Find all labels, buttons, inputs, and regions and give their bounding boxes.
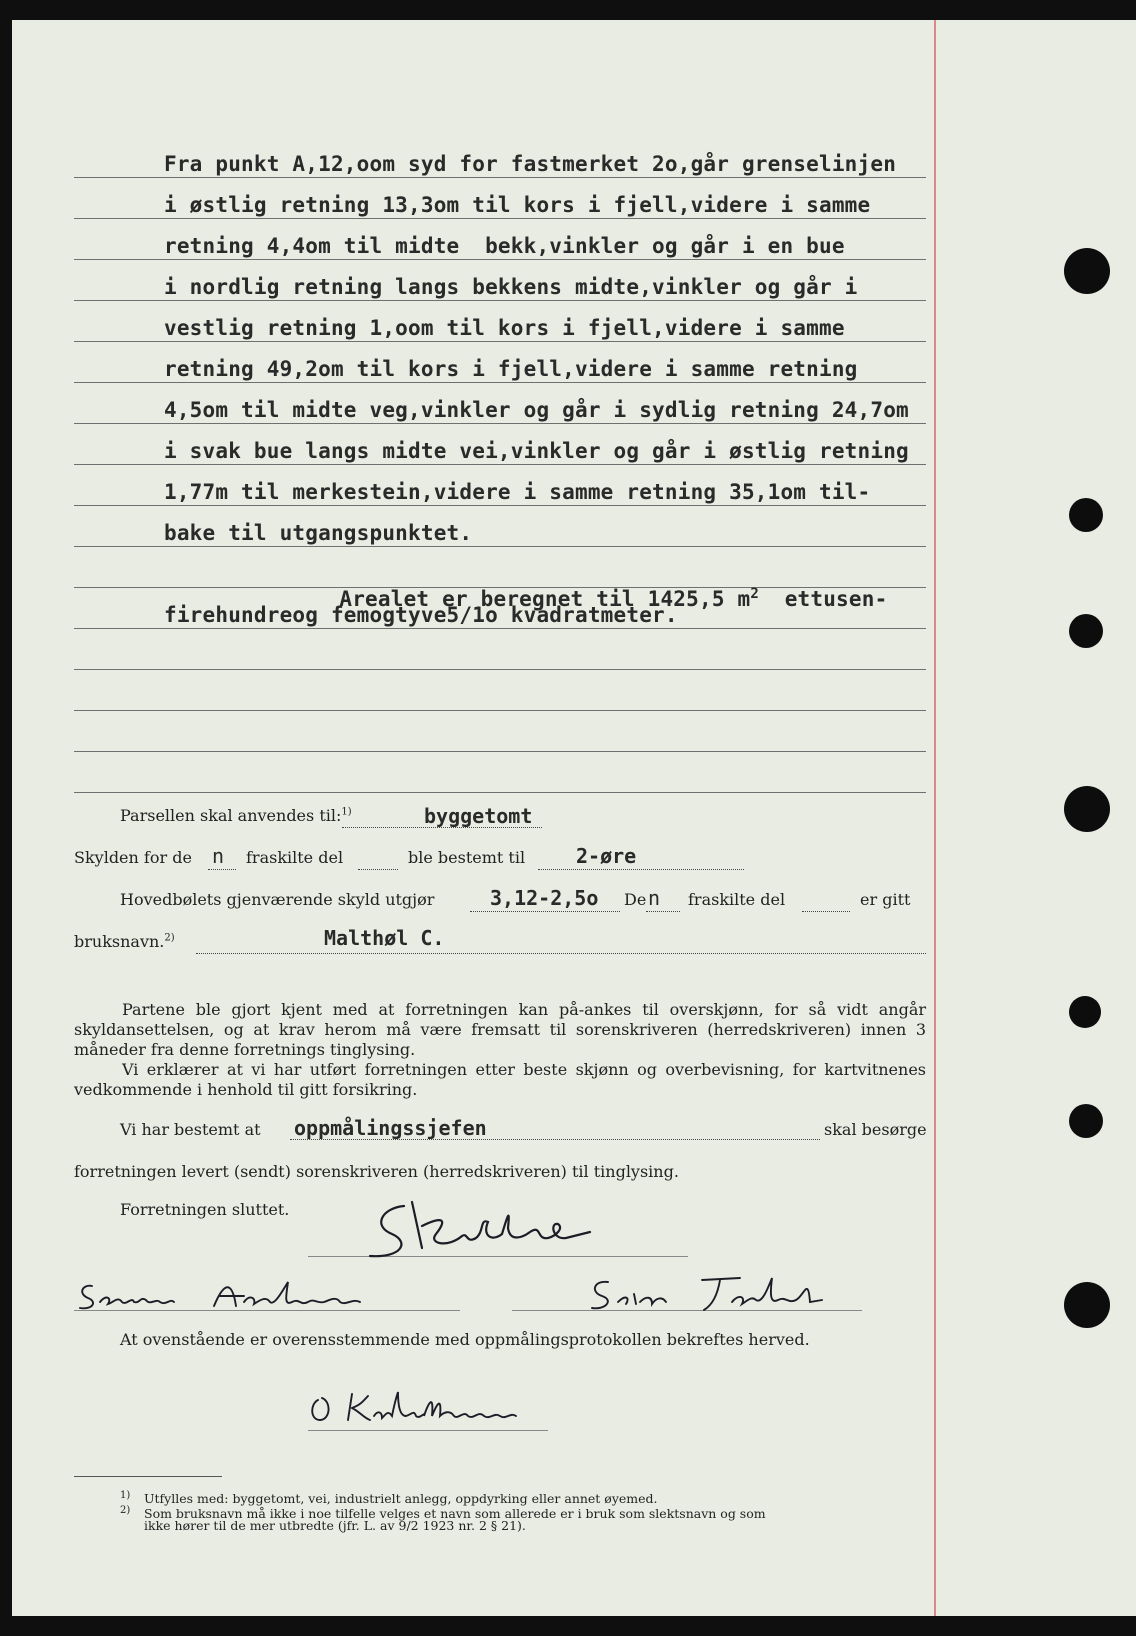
dotted-line — [208, 868, 236, 870]
typed-line: Fra punkt A,12,oom syd for fastmerket 2o,går grenselinjen — [164, 152, 897, 176]
bekreftes-text: At ovenstående er overensstemmende med oppmålingsprotokollen bekreftes herved. — [120, 1330, 810, 1349]
signature-fordal — [582, 1270, 842, 1318]
signature-line — [308, 1430, 548, 1431]
hoved-label: Hovedbølets gjenværende skyld utgjør — [120, 890, 435, 909]
bestemt-value: oppmålingssjefen — [294, 1116, 487, 1140]
dotted-line — [358, 868, 398, 870]
rule-line — [74, 341, 926, 342]
signature-andersen — [74, 1272, 394, 1316]
bruksnavn-label — [74, 932, 175, 951]
area-text-end: ettusen- — [784, 587, 888, 611]
levert-text: forretningen levert (sendt) sorenskriveren (herredskriveren) til tinglysing. — [74, 1162, 679, 1181]
rule-line — [74, 751, 926, 752]
bruksnavn-label-text: bruksnavn. — [74, 932, 165, 951]
footnote-mark: 1) — [120, 1490, 131, 1501]
footnote-ref: 2) — [164, 932, 175, 944]
area-unit-sup: 2 — [750, 586, 759, 602]
binder-hole — [1069, 1104, 1103, 1138]
skyld-label-b: fraskilte del — [246, 848, 344, 867]
binder-hole — [1069, 996, 1101, 1028]
erklaerer-text: Vi erklærer at vi har utført forretningen etter beste skjønn og overbevisning, for kartvitnenes vedkommende i henhold til gitt forsikring. — [74, 1060, 926, 1099]
hoved-de: De — [624, 890, 647, 909]
footnote-text: ikke hører til de mer utbredte (jfr. L. av 9/2 1923 nr. 2 § 21). — [144, 1518, 526, 1533]
parsell-value: byggetomt — [424, 804, 533, 828]
rule-line — [74, 546, 926, 547]
dotted-line — [470, 910, 620, 912]
binder-hole — [1069, 614, 1103, 648]
rule-line — [74, 177, 926, 178]
footnote-3 — [120, 1518, 526, 1533]
typed-line: bake til utgangspunktet. — [164, 521, 473, 545]
typed-line: vestlig retning 1,oom til kors i fjell,videre i samme — [164, 316, 845, 340]
dotted-line — [538, 868, 744, 870]
rule-line — [74, 792, 926, 793]
sluttet-text: Forretningen sluttet. — [120, 1200, 290, 1219]
parsell-label-text: Parsellen skal anvendes til: — [120, 806, 342, 825]
typed-line: 1,77m til merkestein,videre i samme retning 35,1om til- — [164, 480, 871, 504]
area-line-2: firehundreog femogtyve5/1o kvadratmeter. — [164, 603, 678, 627]
margin-line — [934, 20, 936, 1616]
rule-line — [74, 423, 926, 424]
rule-line — [74, 505, 926, 506]
skyld-suffix: n — [212, 844, 225, 868]
rule-line — [74, 710, 926, 711]
footnote-text: Som bruksnavn må ikke i noe tilfelle velges et navn som allerede er i bruk som slektsnavn og som — [144, 1506, 766, 1522]
partene-text: Partene ble gjort kjent med at forretningen kan på-ankes til overskjønn, for så vidt angår skyldansettelsen, og at krav herom må være fremsatt til sorenskriveren (herredskriveren) innen 3 måneder fra denne forretnings tinglysing. — [74, 1000, 926, 1059]
parsell-label — [120, 806, 352, 825]
binder-hole — [1064, 248, 1110, 294]
typed-line: retning 49,2om til kors i fjell,videre i samme retning — [164, 357, 858, 381]
binder-hole — [1064, 1282, 1110, 1328]
skyld-label-a: Skylden for de — [74, 848, 192, 867]
hoved-suffix: n — [648, 886, 661, 910]
rule-line — [74, 218, 926, 219]
footnote-ref: 1) — [341, 806, 352, 818]
partene-paragraph — [74, 1000, 926, 1060]
footnote-text: Utfylles med: byggetomt, vei, industrielt anlegg, oppdyrking eller annet øyemed. — [144, 1491, 658, 1507]
bestemt-label: Vi har bestemt at — [120, 1120, 261, 1139]
bruksnavn-value: Malthøl C. — [324, 926, 445, 950]
dotted-line — [196, 952, 926, 954]
rule-line — [74, 259, 926, 260]
typed-line: retning 4,4om til midte bekk,vinkler og går i en bue — [164, 234, 845, 258]
rule-line — [74, 464, 926, 465]
bestemt-end: skal besørge — [824, 1120, 927, 1139]
erklaerer-paragraph — [74, 1060, 926, 1100]
dotted-line — [646, 910, 680, 912]
hoved-end: er gitt — [860, 890, 911, 909]
binder-hole — [1069, 498, 1103, 532]
rule-line — [74, 669, 926, 670]
area-text: Arealet er beregnet til 1425,5 m — [339, 587, 751, 611]
document-page — [12, 20, 1136, 1616]
skyld-value: 2-øre — [576, 844, 637, 868]
typed-line: i svak bue langs midte vei,vinkler og går i østlig retning — [164, 439, 909, 463]
typed-line: i nordlig retning langs bekkens midte,vinkler og går i — [164, 275, 858, 299]
dotted-line — [802, 910, 850, 912]
rule-line — [74, 382, 926, 383]
footnote-mark: 2) — [120, 1505, 131, 1516]
footnote-divider — [74, 1476, 222, 1477]
skyld-label-c: ble bestemt til — [408, 848, 526, 867]
signature-kristoffersen — [308, 1386, 568, 1430]
hoved-value: 3,12-2,5o — [490, 886, 599, 910]
typed-line: 4,5om til midte veg,vinkler og går i sydlig retning 24,7om — [164, 398, 909, 422]
rule-line — [74, 300, 926, 301]
signature-kulland — [352, 1188, 612, 1268]
binder-hole — [1064, 786, 1110, 832]
typed-line: i østlig retning 13,3om til kors i fjell,videre i samme — [164, 193, 871, 217]
hoved-fraskilte: fraskilte del — [688, 890, 786, 909]
